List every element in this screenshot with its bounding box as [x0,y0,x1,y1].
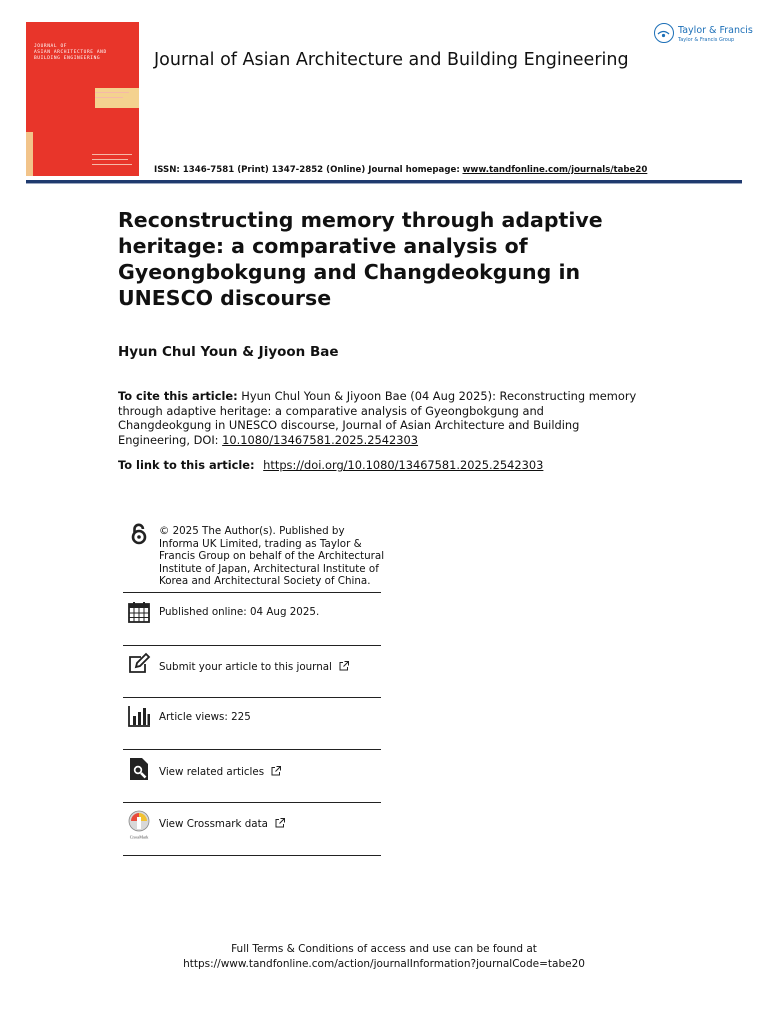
info-item-open-access [123,522,385,592]
terms-line: Full Terms & Conditions of access and use can be found at [231,943,537,955]
published-date: Published online: 04 Aug 2025. [159,606,320,618]
edit-icon [127,652,151,676]
submit-article-label: Submit your article to this journal [159,661,332,673]
article-views: Article views: 225 [159,711,251,723]
taylor-francis-icon [654,23,674,43]
crossmark-link[interactable] [123,810,381,850]
cover-title: JOURNAL OF ASIAN ARCHITECTURE AND BUILDING ENGINEERING [34,44,107,61]
crossmark-label: View Crossmark data [159,818,268,830]
info-divider [123,697,381,698]
issn-line [154,165,647,175]
open-access-icon [127,522,151,546]
citation-label: To cite this article: [118,389,238,403]
article-doi-link[interactable]: https://doi.org/10.1080/13467581.2025.2542303 [263,458,544,472]
info-divider [123,592,381,593]
external-link-icon [275,818,285,828]
header-divider-thin [26,183,742,184]
article-title: Reconstructing memory through adaptive heritage: a comparative analysis of Gyeongbokgung and Changdeokgung in UNESCO discourse [118,208,603,310]
search-document-icon [127,757,151,781]
related-articles-label: View related articles [159,766,265,778]
external-link-icon [271,766,281,776]
info-divider [123,645,381,646]
terms-url[interactable]: https://www.tandfonline.com/action/journalInformation?journalCode=tabe20 [183,958,585,970]
terms-footer [0,942,768,972]
article-authors: Hyun Chul Youn & Jiyoon Bae [118,344,339,360]
info-divider [123,802,381,803]
cover-strip [26,132,33,176]
info-item-views [123,704,381,744]
related-articles-link[interactable] [123,757,381,797]
publisher-name: Taylor & Francis [678,25,753,36]
journal-title: Journal of Asian Architecture and Building Engineering [154,50,629,70]
crossmark-icon [127,810,151,840]
issn-label: ISSN: 1346-7581 (Print) 1347-2852 (Online) Journal homepage: [154,165,460,175]
info-divider [123,749,381,750]
journal-cover-image [26,22,139,176]
copyright-text: © 2025 The Author(s). Published by Informa UK Limited, trading as Taylor & Francis Group on behalf of the Architectural Institute of Japan, Architectural Institute of Korea and Architectural Society of China. [159,525,385,588]
publisher-group: Taylor & Francis Group [678,37,735,43]
article-link-label: To link to this article: [118,458,255,472]
crossmark-icon-label: CrossMark [129,834,149,840]
journal-homepage-link[interactable]: www.tandfonline.com/journals/tabe20 [462,165,648,175]
submit-article-link[interactable] [123,652,381,692]
info-divider [123,855,381,856]
crossmark-row [159,818,285,831]
citation-doi-link[interactable]: 10.1080/13467581.2025.2542303 [222,432,419,447]
article-link-block [118,458,543,472]
submit-article-row [159,661,349,674]
publisher-logo[interactable] [654,23,753,47]
citation-text: Hyun Chul Youn & Jiyoon Bae (04 Aug 2025): Reconstructing memory through adaptive heritage: a comparative analysis of Gyeongbokgung and Changdeokgung in UNESCO discourse, Journal of Asian Architecture and Building Engineering, DOI: [118,389,637,447]
cover-label-box [95,88,139,108]
calendar-icon [127,600,151,624]
info-item-published [123,600,381,640]
citation-block [118,389,638,447]
related-articles-row [159,766,281,779]
external-link-icon [339,661,349,671]
bar-chart-icon [127,704,151,728]
